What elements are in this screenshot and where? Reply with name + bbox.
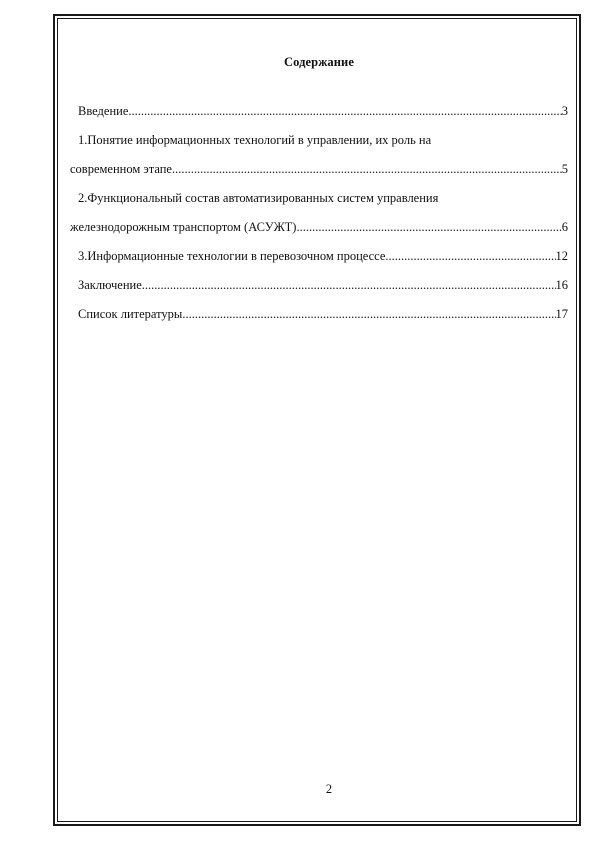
toc-entry-page: 16 bbox=[555, 278, 568, 292]
toc-entry-page: 5 bbox=[561, 162, 568, 176]
toc-dot-leader bbox=[128, 104, 561, 119]
toc-entry-conclusion bbox=[70, 278, 568, 293]
page-content bbox=[70, 0, 568, 842]
toc-entry-label: Заключение bbox=[78, 278, 142, 292]
toc-entry-label-continued: железнодорожным транспортом (АСУЖТ) bbox=[70, 220, 297, 234]
toc-dot-leader bbox=[385, 249, 555, 264]
toc-entry-page: 17 bbox=[555, 307, 568, 321]
toc-entry-page: 3 bbox=[561, 104, 568, 118]
toc-entry-chapter-1 bbox=[70, 133, 568, 177]
toc-entry-chapter-2 bbox=[70, 191, 568, 235]
toc-entry-page: 6 bbox=[561, 220, 568, 234]
page-number: 2 bbox=[325, 782, 333, 796]
toc-entry-introduction bbox=[70, 104, 568, 119]
toc-entry-label: Введение bbox=[78, 104, 129, 118]
toc-entry-page: 12 bbox=[555, 249, 568, 263]
toc-title: Содержание bbox=[283, 55, 354, 69]
toc-dot-leader bbox=[296, 220, 561, 235]
toc-entry-label-continued: современном этапе bbox=[70, 162, 172, 176]
toc-entry-label: 1.Понятие информационных технологий в управлении, их роль на bbox=[78, 133, 432, 147]
table-of-contents bbox=[70, 104, 568, 322]
toc-entry-chapter-3 bbox=[70, 249, 568, 264]
toc-entry-references bbox=[70, 307, 568, 322]
toc-dot-leader bbox=[142, 278, 556, 293]
toc-dot-leader bbox=[172, 162, 562, 177]
toc-entry-label: 3.Информационные технологии в перевозочном процессе bbox=[78, 249, 386, 263]
toc-entry-label: 2.Функциональный состав автоматизированных систем управления bbox=[78, 191, 439, 205]
toc-dot-leader bbox=[182, 307, 555, 322]
toc-entry-label: Список литературы bbox=[78, 307, 183, 321]
